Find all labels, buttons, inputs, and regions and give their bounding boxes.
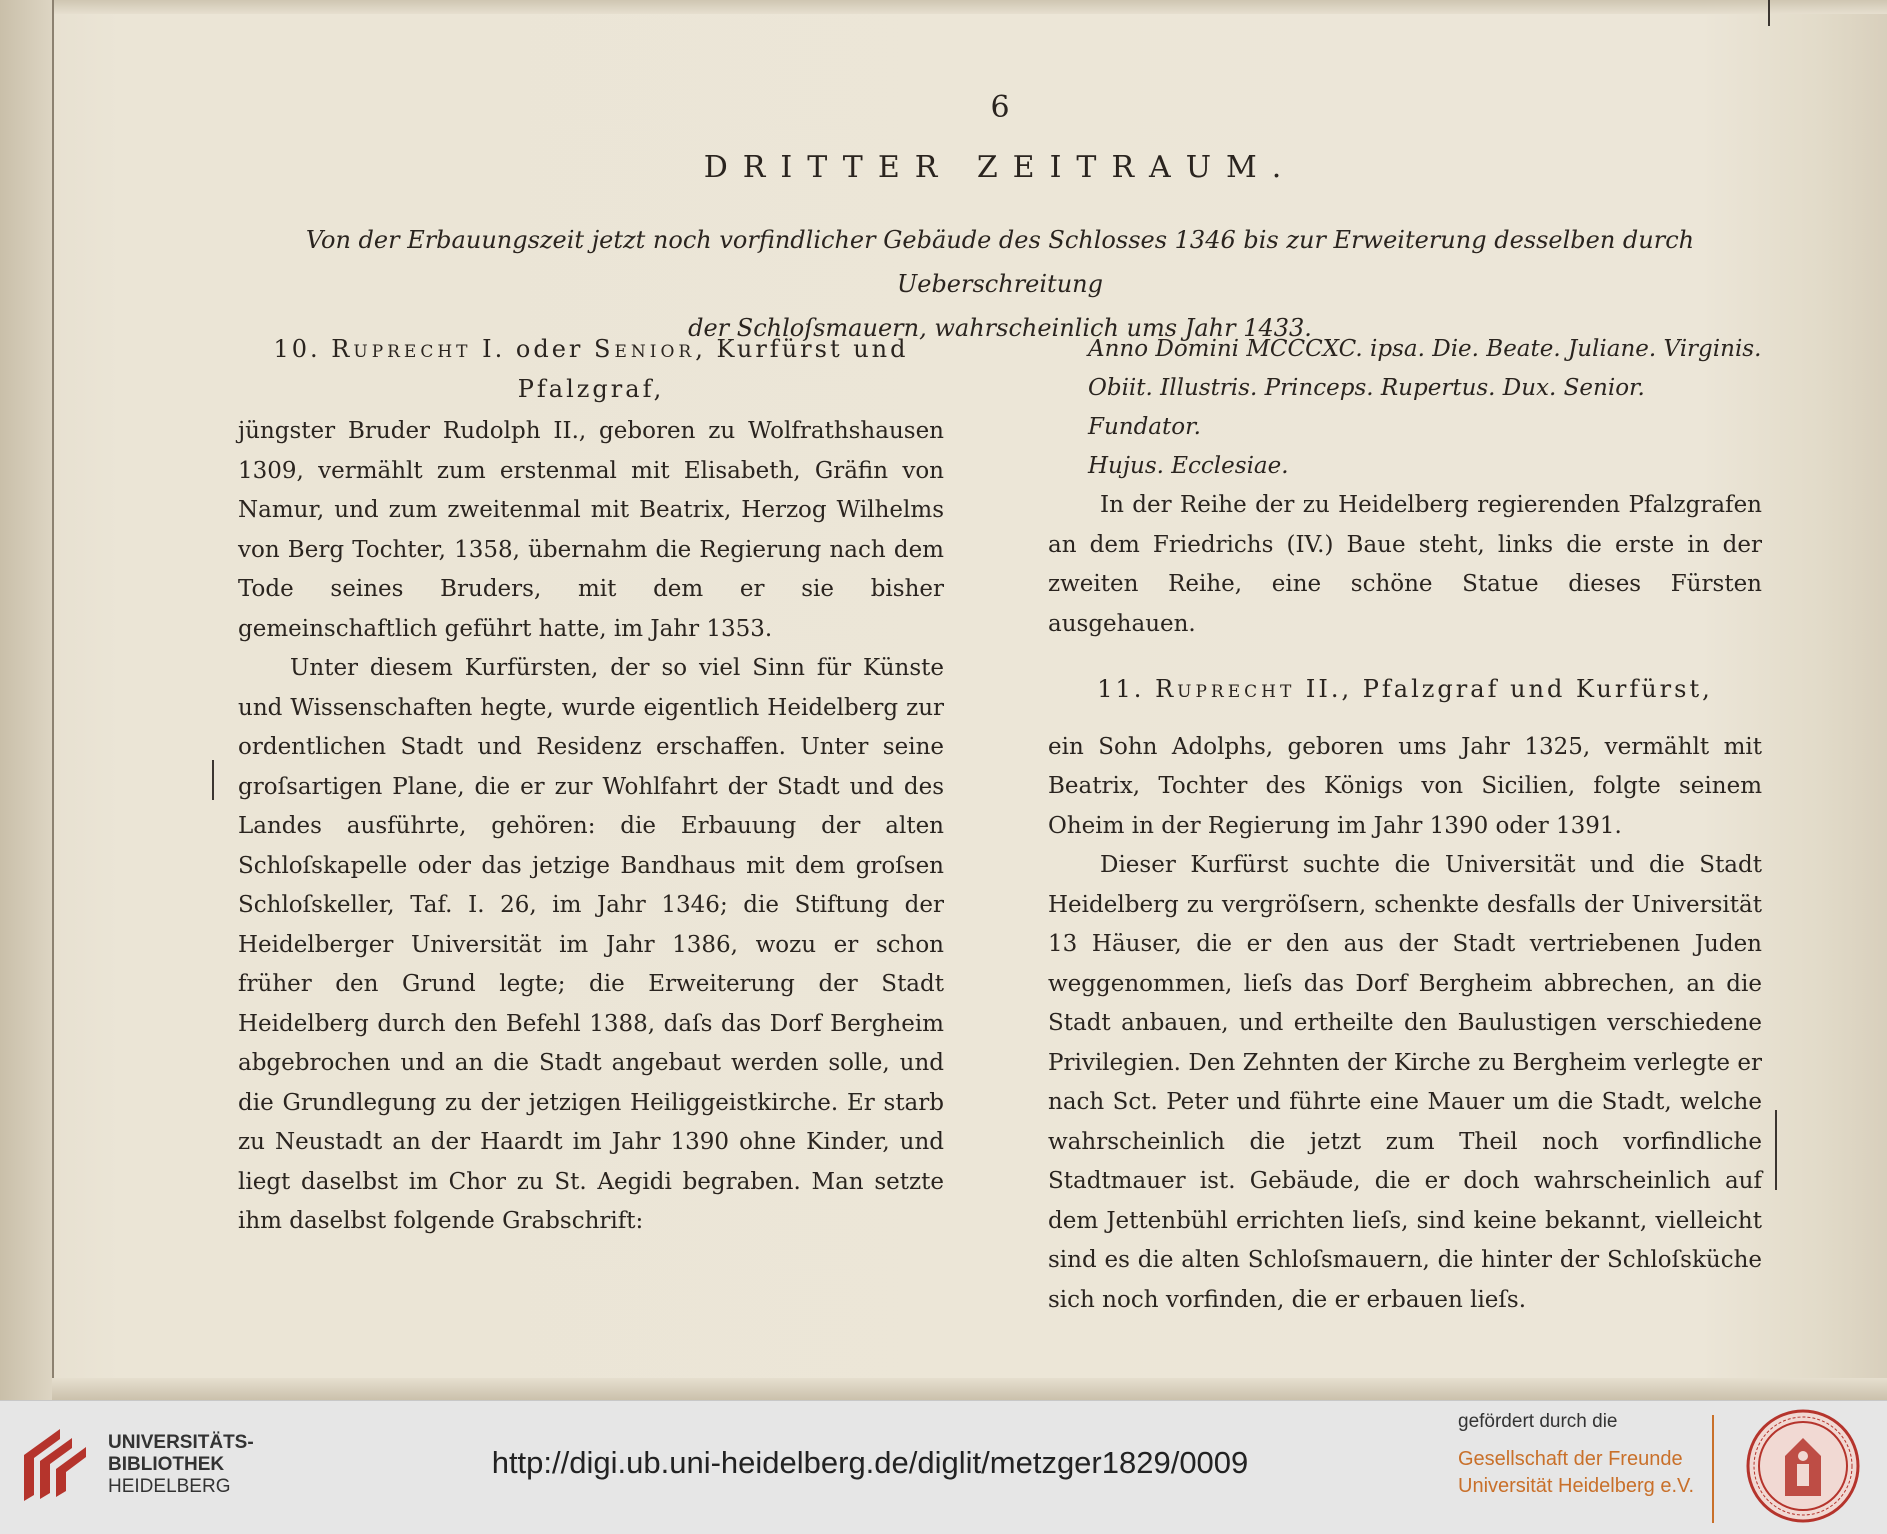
paragraph: Unter diesem Kurfürsten, der so viel Sinn für Künste und Wissenschaften hegte, wurde eigentlich Heidelberg zur ordentlichen Stadt und Residenz erschaffen. Unter seine groſsartigen Plane, die er zur Wohlfahrt der Stadt und des Landes ausführte, gehören: die Erbauung der alten Schloſskapelle oder das jetzige Bandhaus mit dem groſsen Schloſskeller, Taf. I. 26, im Jahr 1346; die Stiftung der Heidelberger Universität im Jahr 1386, wozu er schon früher den Grund legte; die Erweiterung der Stadt Heidelberg durch den Befehl 1388, daſs das Dorf Bergheim abgebrochen und an die Stadt angebaut werden solle, und die Grundlegung zu der jetzigen Heiliggeistkirche. Er starb zu Neustadt an der Haardt im Jahr 1390 ohne Kinder, und liegt daselbst im Chor zu St. Aegidi begraben. Man setzte ihm daselbst folgende Grabschrift: xyxy=(238,655,944,1234)
heading-name: Ruprecht xyxy=(1155,675,1296,703)
left-column-body xyxy=(238,412,944,1242)
library-name-line: BIBLIOTHEK xyxy=(108,1454,225,1475)
left-column-heading xyxy=(238,330,944,409)
heading-name: Senior xyxy=(594,335,696,363)
heading-mid: I. oder xyxy=(482,335,584,363)
heading-rest: II., Pfalzgraf und Kurfürst, xyxy=(1305,675,1713,703)
heading-rest: , Kurfürst und xyxy=(695,335,909,363)
university-library-logo-icon xyxy=(20,1425,92,1505)
heading-name: Ruprecht xyxy=(331,335,472,363)
sponsor-line: Gesellschaft der Freunde xyxy=(1458,1448,1683,1470)
margin-mark xyxy=(1775,1110,1777,1190)
sponsor-intro: gefördert durch die xyxy=(1458,1411,1618,1432)
epitaph-line: Anno Domini MCCCXC. ipsa. Die. Beate. Juliane. Virginis. xyxy=(1088,336,1762,362)
section-heading-10-line2: Pfalzgraf, xyxy=(517,374,665,403)
spacer xyxy=(1048,644,1762,670)
university-library-name xyxy=(108,1432,254,1498)
epitaph xyxy=(1048,330,1762,486)
library-name-line: UNIVERSITÄTS- xyxy=(108,1432,254,1453)
footer-divider xyxy=(1712,1415,1714,1523)
epitaph-line: Obiit. Illustris. Princeps. Rupertus. Dux. Senior. Fundator. xyxy=(1088,375,1645,440)
paragraph: Dieser Kurfürst suchte die Universität und die Stadt Heidelberg zu vergröſsern, schenkte desfalls der Universität 13 Häuser, die er den aus der Stadt vertriebenen Juden weggenommen, lieſs das Dorf Bergheim abbrechen, an die Stadt anbauen, und ertheilte den Baulustigen verschiedene Privilegien. Den Zehnten der Kirche zu Bergheim verlegte er nach Sct. Peter und führte eine Mauer um die Stadt, welche wahrscheinlich die jetzt zum Theil noch vorfindliche Stadtmauer ist. Gebäude, die er doch wahrscheinlich auf dem Jettenbühl errichten lieſs, sind keine bekannt, vielleicht sind es die alten Schloſsmauern, die hinter der Schloſsküche sich noch vorfinden, die er erbauen lieſs. xyxy=(1048,852,1762,1313)
page-top-edge xyxy=(0,0,1887,14)
sponsor-name[interactable] xyxy=(1458,1446,1694,1500)
right-column xyxy=(1048,330,1762,1320)
section-heading-10 xyxy=(238,330,944,370)
section-heading-11 xyxy=(1048,670,1762,710)
spacer xyxy=(1048,710,1762,728)
library-name-line: HEIDELBERG xyxy=(108,1476,231,1497)
paragraph: jüngster Bruder Rudolph II., geboren zu Wolfrathshausen 1309, vermählt zum erstenmal mit Elisabeth, Gräfin von Namur, und zum zweitenmal mit Beatrix, Herzog Wilhelms von Berg Tochter, 1358, übernahm die Regierung nach dem Tode seines Bruders, mit dem er sie bisher gemeinschaftlich geführt hatte, im Jahr 1353. xyxy=(238,418,944,642)
margin-mark xyxy=(1768,0,1770,26)
chapter-title: DRITTER ZEITRAUM. xyxy=(703,150,1297,185)
heading-number: 10. xyxy=(273,335,321,363)
margin-mark xyxy=(212,760,214,800)
book-spine-edge xyxy=(0,0,54,1400)
permalink-url[interactable]: http://digi.ub.uni-heidelberg.de/diglit/metzger1829/0009 xyxy=(491,1445,1249,1480)
epitaph-line: Hujus. Ecclesiae. xyxy=(1088,453,1289,479)
page-bottom-edge xyxy=(52,1378,1887,1400)
university-seal-icon xyxy=(1745,1408,1861,1524)
sponsor-line: Universität Heidelberg e.V. xyxy=(1458,1475,1695,1497)
subtitle-line: der Schloſsmauern, wahrscheinlich ums Jahr 1433. xyxy=(688,314,1312,342)
paragraph: In der Reihe der zu Heidelberg regierenden Pfalzgrafen an dem Friedrichs (IV.) Baue steht, links die erste in der zweiten Reihe, eine schöne Statue dieses Fürsten ausgehauen. xyxy=(1048,492,1762,637)
subtitle-line: Von der Erbauungszeit jetzt noch vorfindlicher Gebäude des Schlosses 1346 bis zur Erweiterung desselben durch Ueberschreitung xyxy=(305,226,1695,298)
heading-number: 11. xyxy=(1097,675,1145,703)
paragraph: ein Sohn Adolphs, geboren ums Jahr 1325, vermählt mit Beatrix, Tochter des Königs von Sicilien, folgte seinem Oheim in der Regierung im Jahr 1390 oder 1391. xyxy=(1048,733,1762,839)
page-number: 6 xyxy=(990,90,1010,125)
